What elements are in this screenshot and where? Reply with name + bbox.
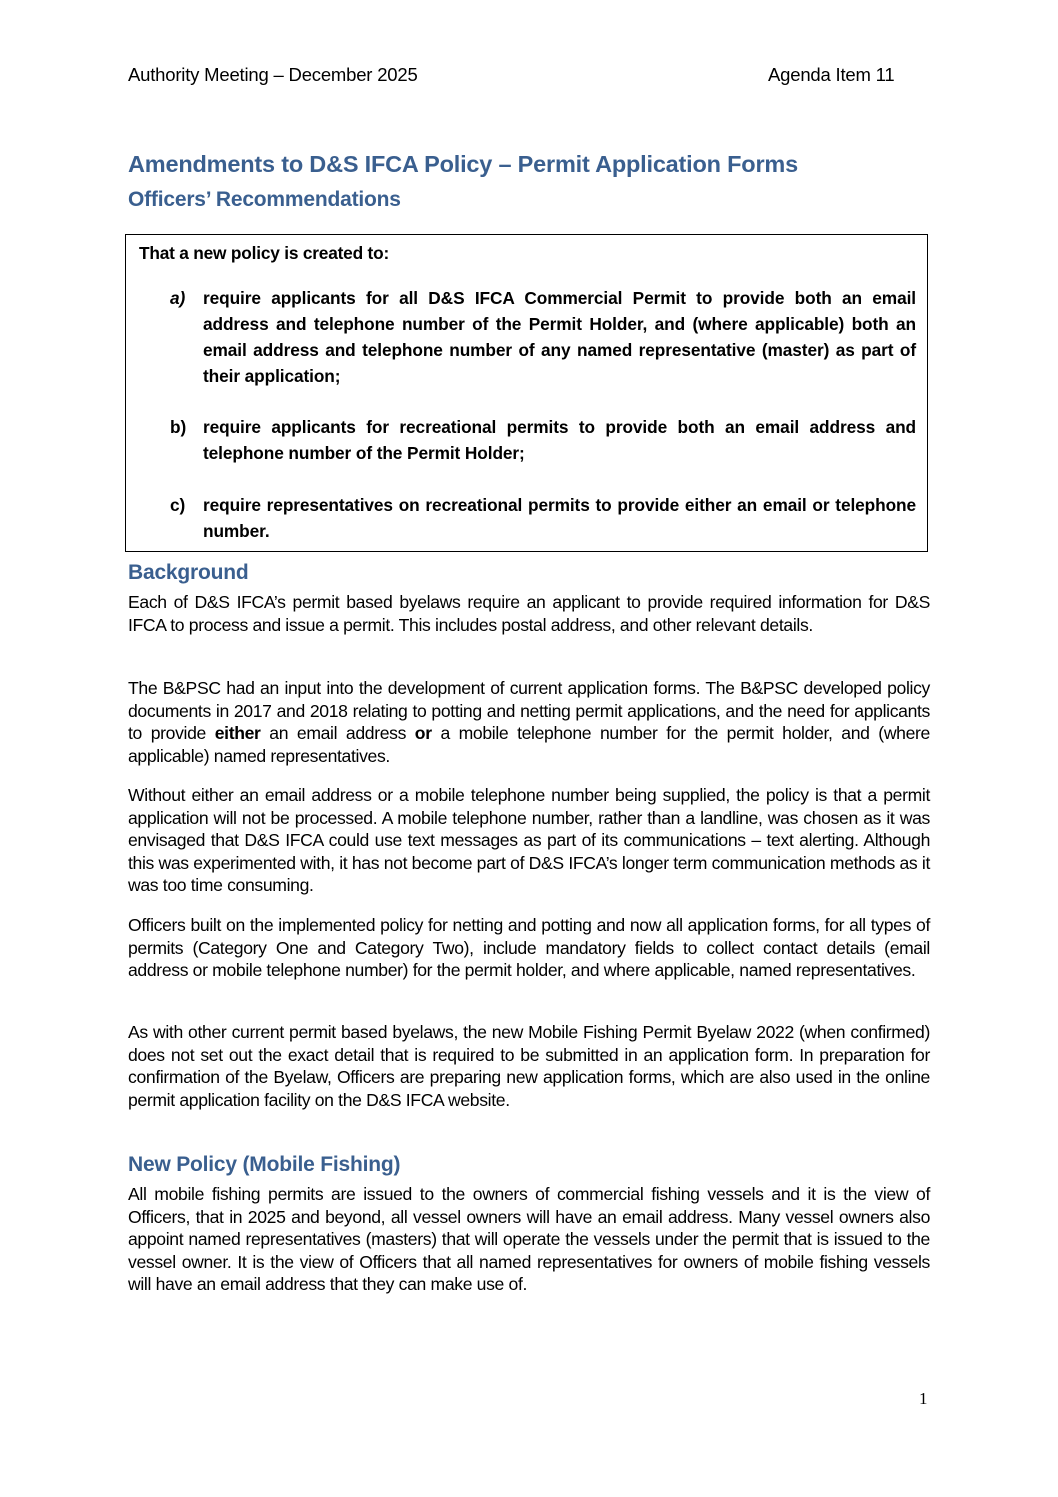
text-run: a mobile telephone number for the permit holder, and (where applicable) named representatives.: [128, 723, 930, 766]
list-marker: b): [170, 417, 187, 437]
header-meeting-title: Authority Meeting – December 2025: [128, 64, 418, 85]
background-paragraph-2: [128, 677, 930, 767]
recommendations-intro: That a new policy is created to:: [139, 243, 390, 263]
list-marker: a): [170, 288, 186, 308]
background-paragraph-1: Each of D&S IFCA’s permit based byelaws require an applicant to provide required information for D&S IFCA to process and issue a permit. This includes postal address, and other relevant details.: [128, 592, 930, 635]
list-marker: c): [170, 495, 186, 515]
background-paragraph-4: Officers built on the implemented policy for netting and potting and now all application forms, for all types of permits (Category One and Category Two), include mandatory fields to collect contact details (email address or mobile telephone number) for the permit holder, and where applicable, named representatives.: [128, 915, 930, 980]
new-policy-heading: New Policy (Mobile Fishing): [128, 1153, 401, 1176]
recommendation-item-b: [170, 414, 916, 466]
new-policy-paragraph-1: All mobile fishing permits are issued to the owners of commercial fishing vessels and it is the view of Officers, that in 2025 and beyond, all vessel owners will have an email address. Many vessel owners also appoint named representatives (masters) that will operate the vessels under the permit that is issued to the vessel owner. It is the view of Officers that all named representatives for owners of mobile fishing vessels will have an email address that they can make use of.: [128, 1184, 930, 1294]
recommendation-text: require applicants for recreational permits to provide both an email address and telephone number of the Permit Holder;: [203, 417, 916, 463]
text-run: The B&PSC had an input into the development of current application forms. The B&PSC developed policy documents in 2017 and 2018 relating to potting and netting permit applications, and the need for applicants to provide: [128, 678, 930, 743]
recommendations-heading: Officers’ Recommendations: [128, 188, 401, 211]
emphasis-either: either: [214, 723, 261, 743]
emphasis-or: or: [414, 723, 432, 743]
page-number: 1: [919, 1389, 928, 1408]
background-paragraph-3: Without either an email address or a mobile telephone number being supplied, the policy is that a permit application will not be processed. A mobile telephone number, rather than a landline, was chosen as it was envisaged that D&S IFCA could use text messages as part of its communications – text alerting. Although this was experimented with, it has not become part of D&S IFCA’s longer term communication methods as it was too time consuming.: [128, 785, 930, 895]
recommendations-box: [125, 234, 928, 552]
header-agenda-item: Agenda Item 11: [768, 64, 895, 85]
page-title: Amendments to D&S IFCA Policy – Permit Application Forms: [128, 151, 798, 177]
background-heading: Background: [128, 561, 249, 584]
background-paragraph-5: As with other current permit based byelaws, the new Mobile Fishing Permit Byelaw 2022 (when confirmed) does not set out the exact detail that is required to be submitted in an application form. In preparation for confirmation of the Byelaw, Officers are preparing new application forms, which are also used in the online permit application facility on the D&S IFCA website.: [128, 1022, 930, 1110]
text-run: an email address: [260, 723, 415, 743]
recommendation-item-c: [170, 492, 916, 544]
recommendation-item-a: [170, 285, 916, 389]
recommendation-text: require applicants for all D&S IFCA Commercial Permit to provide both an email address and telephone number of the Permit Holder, and (where applicable) both an email address and telephone number of any named representative (master) as part of their application;: [203, 288, 916, 386]
recommendation-text: require representatives on recreational permits to provide either an email or telephone number.: [203, 495, 916, 541]
